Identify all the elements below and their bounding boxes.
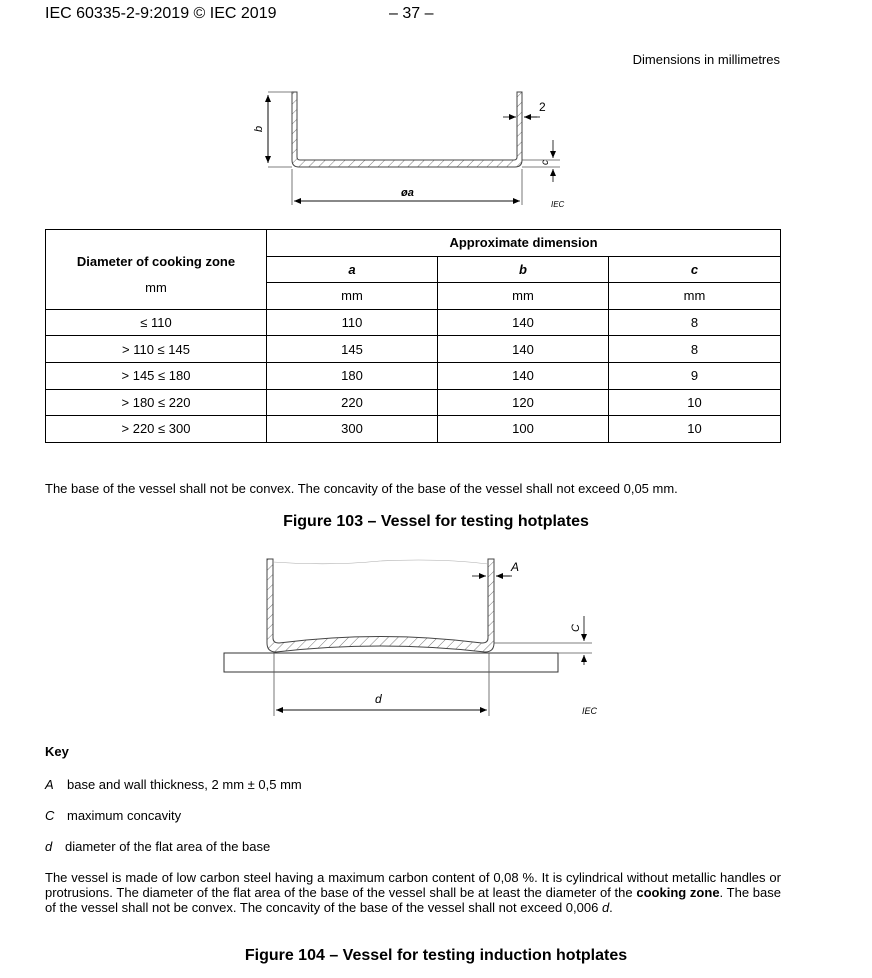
vessel-description (45, 870, 781, 915)
description-part: . (609, 900, 613, 915)
table-cell: ≤ 110 (46, 309, 267, 336)
document-standard-id: IEC 60335-2-9:2019 © IEC 2019 (45, 5, 277, 22)
page-number: – 37 – (389, 5, 434, 22)
key-title: Key (45, 744, 69, 759)
table-cell: 180 (267, 362, 438, 389)
table-cell: 140 (438, 309, 609, 336)
dimension-table (45, 229, 781, 443)
table-cell: 145 (267, 336, 438, 363)
col1-header-cell (46, 230, 267, 310)
table-cell: 140 (438, 362, 609, 389)
vessel-wall-concave (267, 559, 494, 652)
label-A: A (511, 560, 520, 574)
table-row (46, 389, 781, 416)
label-d: d (375, 692, 382, 706)
col-c-unit: mm (609, 283, 781, 310)
figure-103-drawing (0, 0, 872, 225)
table-cell: 8 (609, 309, 781, 336)
iec-mark-103: IEC (551, 200, 565, 209)
col1-unit: mm (145, 279, 167, 295)
figure-104-caption: Figure 104 – Vessel for testing induction hotplates (244, 947, 628, 964)
table-cell: 140 (438, 336, 609, 363)
col1-header: Diameter of cooking zone (76, 253, 236, 269)
key-item-A (45, 777, 302, 792)
table-cell: 8 (609, 336, 781, 363)
iec-mark-104: IEC (582, 706, 598, 716)
table-cell: 100 (438, 416, 609, 443)
key-text: maximum concavity (67, 808, 182, 823)
figure-103-caption: Figure 103 – Vessel for testing hotplates (283, 513, 589, 530)
table-row (46, 362, 781, 389)
table-cell: > 180 ≤ 220 (46, 389, 267, 416)
figure-104-drawing (0, 550, 872, 760)
table-cell: > 145 ≤ 180 (46, 362, 267, 389)
key-item-d (45, 839, 270, 854)
table-cell: > 220 ≤ 300 (46, 416, 267, 443)
group-header: Approximate dimension (267, 230, 781, 257)
table-row (46, 416, 781, 443)
table-cell: 10 (609, 416, 781, 443)
col-a-unit: mm (267, 283, 438, 310)
key-symbol: C (45, 808, 55, 823)
col-b-header: b (438, 256, 609, 283)
table-cell: 300 (267, 416, 438, 443)
col-a-header: a (267, 256, 438, 283)
table-cell: 9 (609, 362, 781, 389)
label-a: øa (401, 187, 414, 199)
dimensions-note: Dimensions in millimetres (632, 52, 780, 67)
label-b: b (253, 125, 265, 132)
table-cell: 10 (609, 389, 781, 416)
description-part: . The base of the vessel shall not be convex. The concavity of the base of the vessel shall not exceed 0,006 (45, 885, 781, 915)
label-two: 2 (539, 100, 546, 114)
table-cell: 110 (267, 309, 438, 336)
key-text: diameter of the flat area of the base (65, 839, 271, 854)
key-symbol: A (45, 777, 54, 792)
table-cell: 220 (267, 389, 438, 416)
col-b-unit: mm (438, 283, 609, 310)
key-item-C (45, 808, 181, 823)
key-symbol: d (45, 839, 53, 854)
description-part: The vessel is made of low carbon steel having a maximum carbon content of 0,08 %. It is cylindrical without metallic handles or protrusions. The diameter of the flat area of the base of the vessel shall be at least the diameter of the (45, 870, 781, 900)
table-row (46, 309, 781, 336)
label-C: C (570, 624, 582, 632)
table-cell: > 110 ≤ 145 (46, 336, 267, 363)
table-row (46, 336, 781, 363)
cooking-zone-term: cooking zone (636, 885, 720, 900)
col-c-header: c (609, 256, 781, 283)
key-text: base and wall thickness, 2 mm ± 0,5 mm (67, 777, 302, 792)
description-symbol-d: d (601, 900, 610, 915)
vessel-wall (292, 92, 522, 167)
figure-103-note: The base of the vessel shall not be convex. The concavity of the base of the vessel shall not exceed 0,05 mm. (45, 481, 678, 496)
table-cell: 120 (438, 389, 609, 416)
label-c: c (540, 160, 551, 165)
